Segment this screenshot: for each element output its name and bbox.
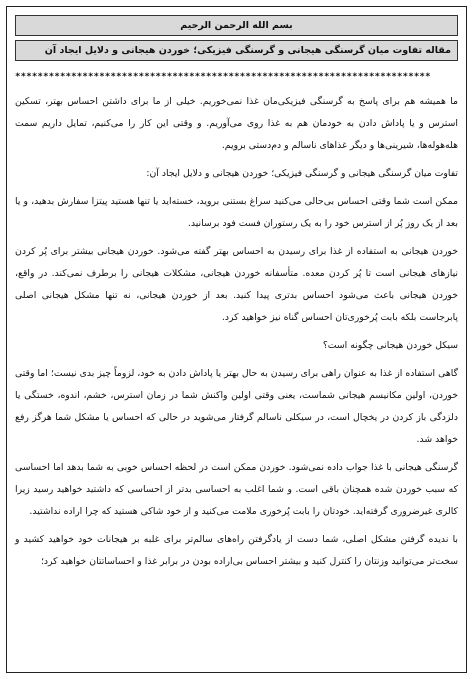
paragraph-cycle: گاهی استفاده از غذا به عنوان راهی برای رسیدن به حال بهتر یا پاداش دادن به خود، لزوماً چیز بدی نیست؛ اما وقتی خوردن، اولین مکانیسم هیجانی شماست، یعنی وقتی اولین واکنش شما در زمان استرس، خشم، اندوه، خستگی یا دلزدگی باز کردن در یخچال است، در سیکلی ناسالم گرفتار می‌شوید در حالی که احساس یا مشکل شما هرگز رفع خواهد شد. — [15, 368, 458, 445]
section-heading-difference: تفاوت میان گرسنگی هیجانی و گرسنگی فیزیکی؛ خوردن هیجانی و دلایل ایجاد آن: — [146, 168, 458, 179]
document-page — [6, 6, 467, 673]
section-heading-cycle: سیکل خوردن هیجانی چگونه است؟ — [322, 340, 458, 351]
basmala-header: بسم الله الرحمن الرحیم — [15, 15, 458, 36]
paragraph-examples: ممکن است شما وقتی احساس بی‌حالی می‌کنید سراغ بستنی بروید، خسته‌اید یا تنها هستید پیتزا سفارش بدهید، و یا بعد از یک روز پُر از استرس خود را به یک رستوران فست فود برسانید. — [15, 196, 458, 229]
article-title: مقاله تفاوت میان گرسنگی هیجانی و گرسنگی فیزیکی؛ خوردن هیجانی و دلایل ایجاد آن — [15, 40, 458, 61]
paragraph-conclusion: با ندیده گرفتن مشکل اصلی، شما دست از یادگرفتن راه‌های سالم‌تر برای غلبه بر هیجانات خود خواهید کشید و سخت‌تر می‌توانید وزنتان را کنترل کنید و بیشتر احساس بی‌اراده بودن در برابر غذا و احساساتتان خواهید کرد؛ — [15, 534, 458, 567]
paragraph-intro: ما همیشه هم برای پاسخ به گرسنگی فیزیکی‌مان غذا نمی‌خوریم. خیلی از ما برای داشتن احساس بهتر، تسکین استرس و یا پاداش دادن به خودمان هم به غذا روی می‌آوریم. و وقتی این کار را می‌کنیم، تمایل داریم سمت هله‌هوله‌ها، شیرینی‌ها و دیگر غذاهای ناسالم و دم‌دستی برویم. — [15, 96, 458, 151]
paragraph-definition: خوردن هیجانی به استفاده از غذا برای رسیدن به احساس بهتر گفته می‌شود. خوردن هیجانی بیشتر برای پُر کردن نیازهای هیجانی است تا پُر کردن معده. متأسفانه خوردن هیجانی، مشکلات هیجانی را برطرف نمی‌کند. در واقع، خوردن هیجانی باعث می‌شود احساس بدتری پیدا کنید. بعد از خوردن هیجانی، نه تنها مشکل هیجانی اصلی پابرجاست بلکه بابت پُرخوری‌تان احساس گناه نیز خواهید کرد. — [15, 246, 458, 323]
paragraph-food-response: گرسنگی هیجانی با غذا جواب داده نمی‌شود. خوردن ممکن است در لحظه احساس خوبی به شما بدهد اما احساسی که سبب خوردن شده همچنان باقی است. و شما اغلب به احساسی بدتر از احساسی که داشتید خواهید رسید زیرا کالری غیرضروری گرفته‌اید. خودتان را بابت پُرخوری ملامت می‌کنید و از خود شاکی هستید که چرا اراده نداشتید. — [15, 462, 458, 517]
article-body — [15, 91, 458, 579]
asterisk-separator: ************************************************************************** — [15, 72, 431, 82]
